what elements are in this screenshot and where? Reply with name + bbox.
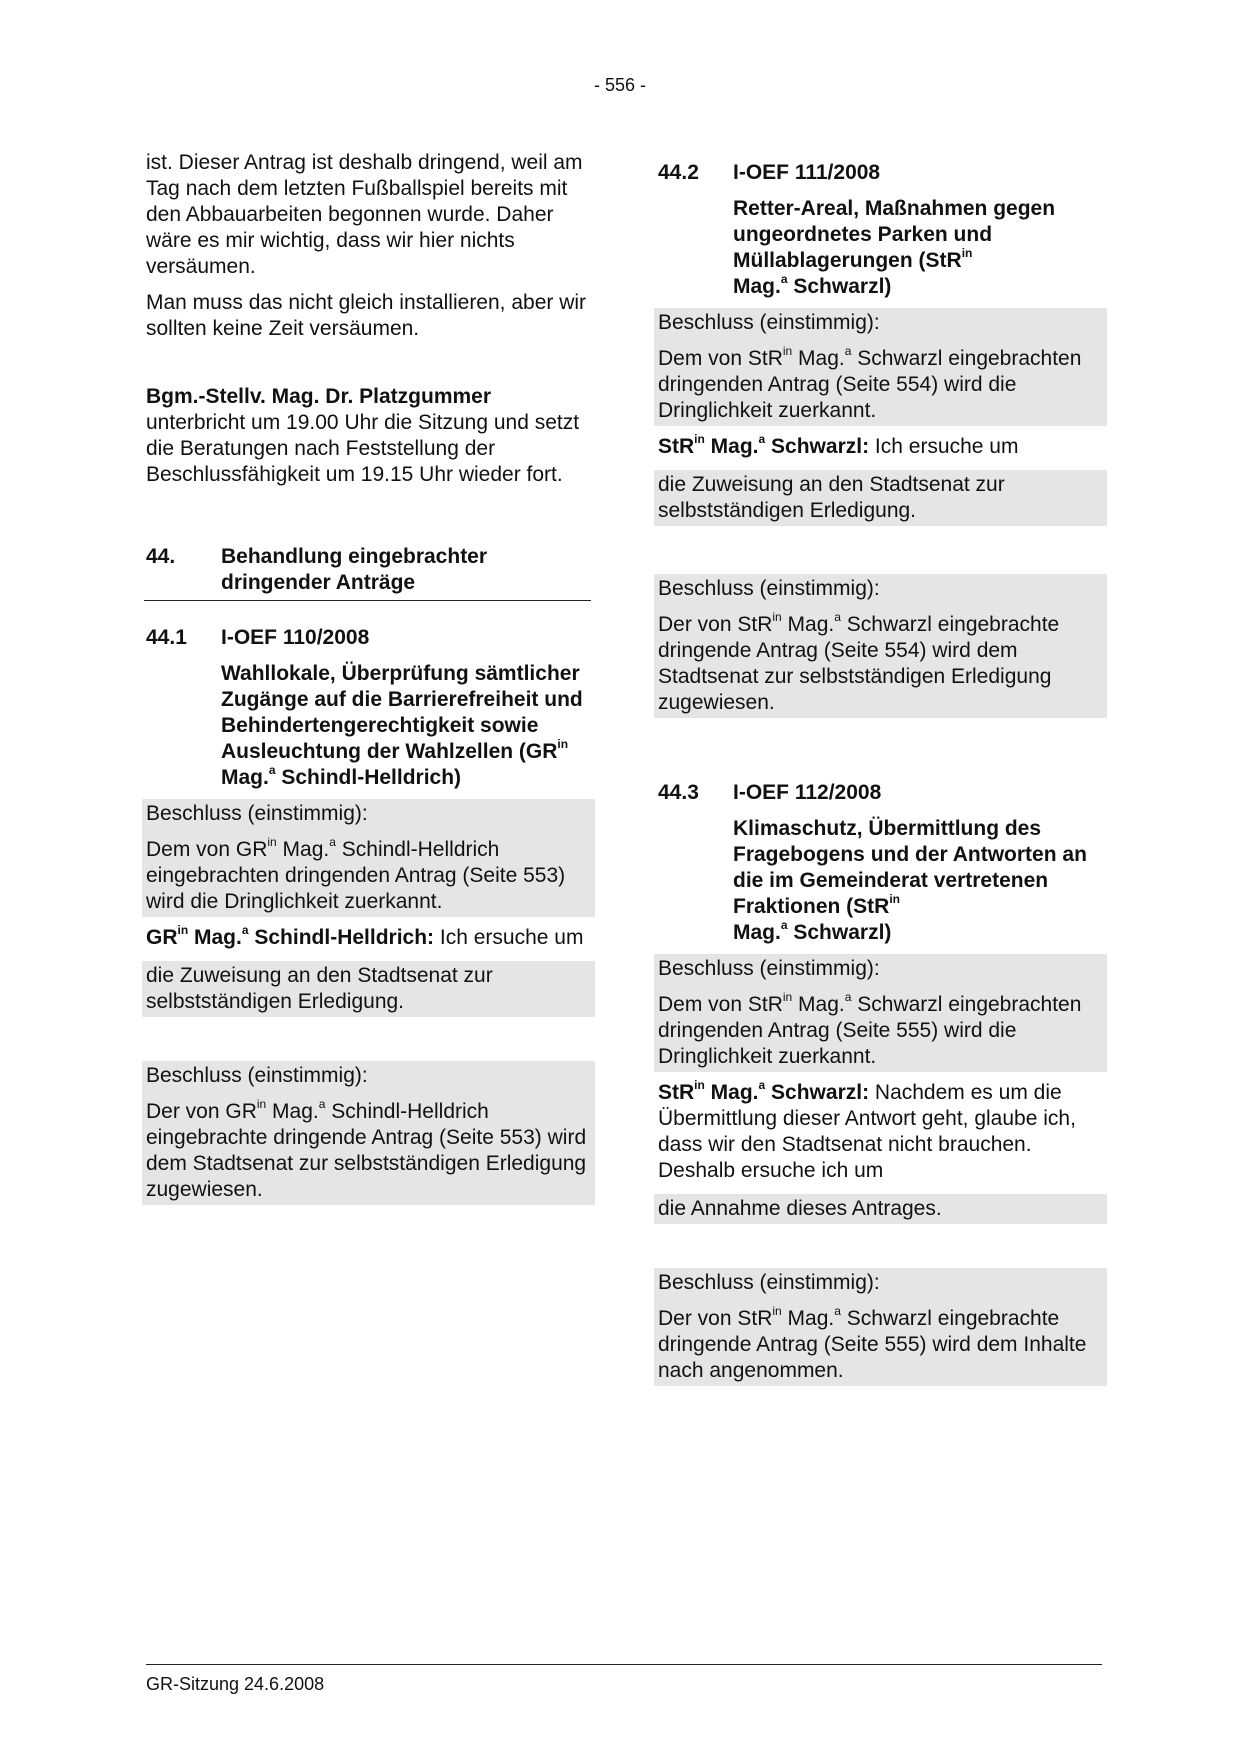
speaker-name: StR$^{in}$ Mag.$^a$ Schwarzl: <box>658 1078 870 1104</box>
resolution-text: Dem von $GR^{in}$ Mag.$^a$ Schindl-Helldrich eingebrachten dringenden Antrag (Seite 553) wird die Dringlichkeit zuerkannt. <box>146 835 566 913</box>
resolution-text: Der von StR$^{in}$ Mag.$^a$ Schwarzl eingebrachte dringende Antrag (Seite 554) wird dem Stadtsenat zur selbstständigen Erledigung zugewiesen. <box>658 610 1060 714</box>
resolution-box-1 <box>142 799 595 917</box>
item-title-44-1: Wahllokale, Überprüfung sämtlicher Zugänge auf die Barrierefreiheit und Behindertengerechtigkeit sowie Ausleuchtung der Wahlzellen ($GR^{in}$ Mag.$^a$ Schindl-Helldrich) <box>221 662 583 789</box>
speaker-name: StR$^{in}$ Mag.$^a$ Schwarzl: <box>658 432 870 458</box>
session-pause-paragraph <box>146 384 591 488</box>
speaker-name: $GR^{in}$ Mag.$^a$ Schindl-Helldrich: <box>146 923 435 949</box>
resolution-box-5 <box>654 954 1107 1072</box>
section-number: 44. <box>146 545 176 568</box>
item-number: 44.2 <box>658 161 699 184</box>
resolution-label: Beschluss (einstimmig): <box>146 802 368 825</box>
request-box-3: die Annahme dieses Antrages. <box>654 1194 1107 1224</box>
resolution-box-2 <box>142 1061 595 1205</box>
speaker-statement: StR$^{in}$ Mag.$^a$ Schwarzl: Nachdem es um die Übermittlung dieser Antwort geht, glaube ich, dass wir den Stadtsenat nicht brauchen. Deshalb ersuche ich um <box>658 1078 1076 1182</box>
item-heading-44-1 <box>146 625 591 651</box>
resolution-label: Beschluss (einstimmig): <box>146 1064 368 1087</box>
resolution-label: Beschluss (einstimmig): <box>658 957 880 980</box>
left-column <box>146 150 591 1205</box>
speaker-statement: $GR^{in}$ Mag.$^a$ Schindl-Helldrich: Ich ersuche um <box>146 923 584 949</box>
item-code: I-OEF 112/2008 <box>733 781 882 804</box>
right-column <box>658 160 1103 1386</box>
intro-paragraph-2: Man muss das nicht gleich installieren, aber wir sollten keine Zeit versäumen. <box>146 291 587 340</box>
item-title-44-3: Klimaschutz, Übermittlung des Fragebogens und der Antworten an die im Gemeinderat vertretenen Fraktionen (StR$^{in}$ Mag.$^a$ Schwarzl) <box>733 817 1087 944</box>
item-number: 44.1 <box>146 626 187 649</box>
speaker-statement: StR$^{in}$ Mag.$^a$ Schwarzl: Ich ersuche um <box>658 432 1019 458</box>
request-box-2: die Zuweisung an den Stadtsenat zur selbstständigen Erledigung. <box>654 470 1107 526</box>
section-title: Behandlung eingebrachter dringender Anträge <box>221 545 488 594</box>
item-heading-44-3 <box>658 780 1103 806</box>
resolution-text: Dem von StR$^{in}$ Mag.$^a$ Schwarzl eingebrachten dringenden Antrag (Seite 555) wird die Dringlichkeit zuerkannt. <box>658 990 1082 1068</box>
resolution-box-4 <box>654 574 1107 718</box>
pause-speaker: Bgm.-Stellv. Mag. Dr. Platzgummer <box>146 385 492 408</box>
request-box-1: die Zuweisung an den Stadtsenat zur selbstständigen Erledigung. <box>142 961 595 1017</box>
item-title-44-2: Retter-Areal, Maßnahmen gegen ungeordnetes Parken und Müllablagerungen (StR$^{in}$ Mag.$^a$ Schwarzl) <box>733 197 1056 298</box>
resolution-text: Der von $GR^{in}$ Mag.$^a$ Schindl-Helldrich eingebrachte dringende Antrag (Seite 553) wird dem Stadtsenat zur selbstständigen Erledigung zugewiesen. <box>146 1097 587 1201</box>
intro-paragraph-1: ist. Dieser Antrag ist deshalb dringend, weil am Tag nach dem letzten Fußballspiel bereits mit den Abbauarbeiten begonnen wurde. Daher wäre es mir wichtig, dass wir hier nichts versäumen. <box>146 151 583 278</box>
footer-divider <box>146 1664 1102 1665</box>
resolution-text: Der von StR$^{in}$ Mag.$^a$ Schwarzl eingebrachte dringende Antrag (Seite 555) wird dem Inhalte nach angenommen. <box>658 1304 1087 1382</box>
page-number: - 556 - <box>593 75 647 95</box>
item-number: 44.3 <box>658 781 699 804</box>
resolution-box-6 <box>654 1268 1107 1386</box>
resolution-label: Beschluss (einstimmig): <box>658 577 880 600</box>
pause-text: unterbricht um 19.00 Uhr die Sitzung und setzt die Beratungen nach Feststellung der Beschlussfähigkeit um 19.15 Uhr wieder fort. <box>146 411 580 486</box>
resolution-label: Beschluss (einstimmig): <box>658 311 880 334</box>
resolution-box-3 <box>654 308 1107 426</box>
item-heading-44-2 <box>658 160 1103 186</box>
item-code: I-OEF 110/2008 <box>221 626 370 649</box>
section-heading-44 <box>144 544 591 601</box>
item-code: I-OEF 111/2008 <box>733 161 881 184</box>
resolution-text: Dem von StR$^{in}$ Mag.$^a$ Schwarzl eingebrachten dringenden Antrag (Seite 554) wird die Dringlichkeit zuerkannt. <box>658 344 1082 422</box>
resolution-label: Beschluss (einstimmig): <box>658 1271 880 1294</box>
footer-text: GR-Sitzung 24.6.2008 <box>146 1674 325 1694</box>
